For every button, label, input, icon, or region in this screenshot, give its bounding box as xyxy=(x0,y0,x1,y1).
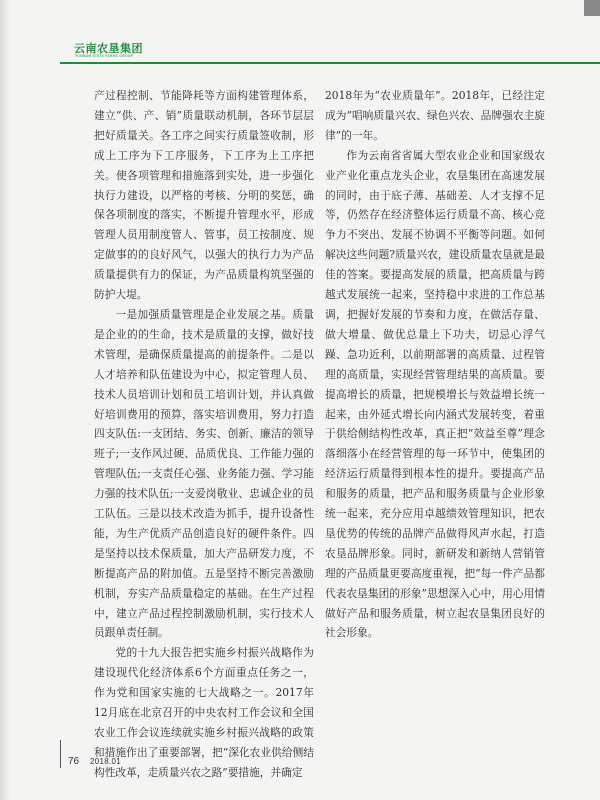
page-number: 76 xyxy=(68,756,80,767)
logo-english-text: YUNNAN STATE FARMS GROUP xyxy=(75,54,133,58)
page-header xyxy=(60,44,600,64)
header-rule xyxy=(60,62,600,64)
issue-date: 2018.01 xyxy=(90,757,122,766)
left-paragraph-1: 产过程控制、节能降耗等方面构建管理体系，建立“供、产、销”质量联动机制，各环节层层把好质量关。各工序之间实行质量签收制，形成上工序为下工序服务，下工序为上工序把关。使各项管理和措施落到实处，进一步强化执行力建设，以严格的考核、分明的奖惩，确保各项制度的落实，不断提升管理水平，形成管理人员用制度管人、管事，员工按制度、规定做事的的良好风气，以强大的执行力为产品质量提供有力的保证，为产品质量构筑坚强的防护大堤。 xyxy=(94,89,314,302)
left-column xyxy=(94,86,314,783)
right-paragraph-2: 作为云南省省属大型农业企业和国家级农业产业化重点龙头企业，农垦集团在高速发展的同时，由于底子薄、基础差、人才支撑不足等，仍然存在经济整体运行质量不高、核心竞争力不突出、发展不协调不平衡等问题。如何解决这些问题?质量兴农，建设质量农垦就是最佳的答案。要提高发展的质量，把高质量与跨越式发展统一起来，坚持稳中求进的工作总基调，把握好发展的节奏和力度，在做活存量、做大增量、做优总量上下功夫，切忌心浮气躁、急功近利，以前期部署的高质量、过程管理的高质量，实现经营管理结果的高质量。要提高增长的质量，把规模增长与效益增长统一起来，由外延式增长向内涵式发展转变，着重于供给侧结构性改革，真正把“效益至尊”理念落细落小在经营管理的每一环节中，使集团的经济运行质量得到根本性的提升。要提高产品和服务的质量，把产品和服务质量与企业形象统一起来，充分应用卓越绩效管理知识，把农垦优势的传统的品牌产品做得风声水起，打造农垦品牌形象。同时，新研发和新纳人营销管理的产品质量更要高度重视，把“每一件产品都代表农垦集团的形象”思想深入心中，用心用情做好产品和服务质量，树立起农垦集团良好的社会形象。 xyxy=(325,148,545,640)
page-footer xyxy=(60,732,580,772)
right-paragraph-1: 2018年为“农业质量年”。2018年，已经注定成为“唱响质量兴农、绿色兴农、品牌强农主旋律”的一年。 xyxy=(325,89,545,142)
footer-divider xyxy=(60,740,61,768)
logo-chinese-text: 云南农垦集团 xyxy=(74,42,143,55)
left-paragraph-3: 党的十九大报告把实施乡村振兴战略作为建设现代化经济体系6个方面重点任务之一，作为党和国家实施的七大战略之一。2017年12月底在北京召开的中央农村工作会议和全国农业工作会议连续就实施乡村振兴战略的政策和措施作出了重要部署，把“深化农业供给侧结构性改革，走质量兴农之路”要措施，并确定 xyxy=(94,646,314,779)
left-paragraph-2: 一是加强质量管理是企业发展之基。质量是企业的的生命，技术是质量的支撑，做好技术管理，是确保质量提高的前提条件。二是以人才培养和队伍建设为中心，拟定管理人员、技术人员培训计划和员工培训计划，并认真做好培训费用的预算，落实培训费用，努力打造四支队伍:一支团结、务实、创新、廉洁的领导班子;一支作风过硬、品质优良、工作能力强的管理队伍;一支责任心强、业务能力强、学习能力强的技术队伍;一支爱岗敬业、忠诚企业的员工队伍。三是以技术改造为抓手，提升设备性能，为生产优质产品创造良好的硬件条件。四是坚持以技术保质量，加大产品研发力度，不断提高产品的附加值。五是坚持不断完善激励机制，夯实产品质量稳定的基础。在生产过程中，建立产品过程控制激励机制，实行技术人员跟单责任制。 xyxy=(94,307,314,640)
page-corner-tab xyxy=(584,0,600,16)
right-column xyxy=(325,86,545,643)
